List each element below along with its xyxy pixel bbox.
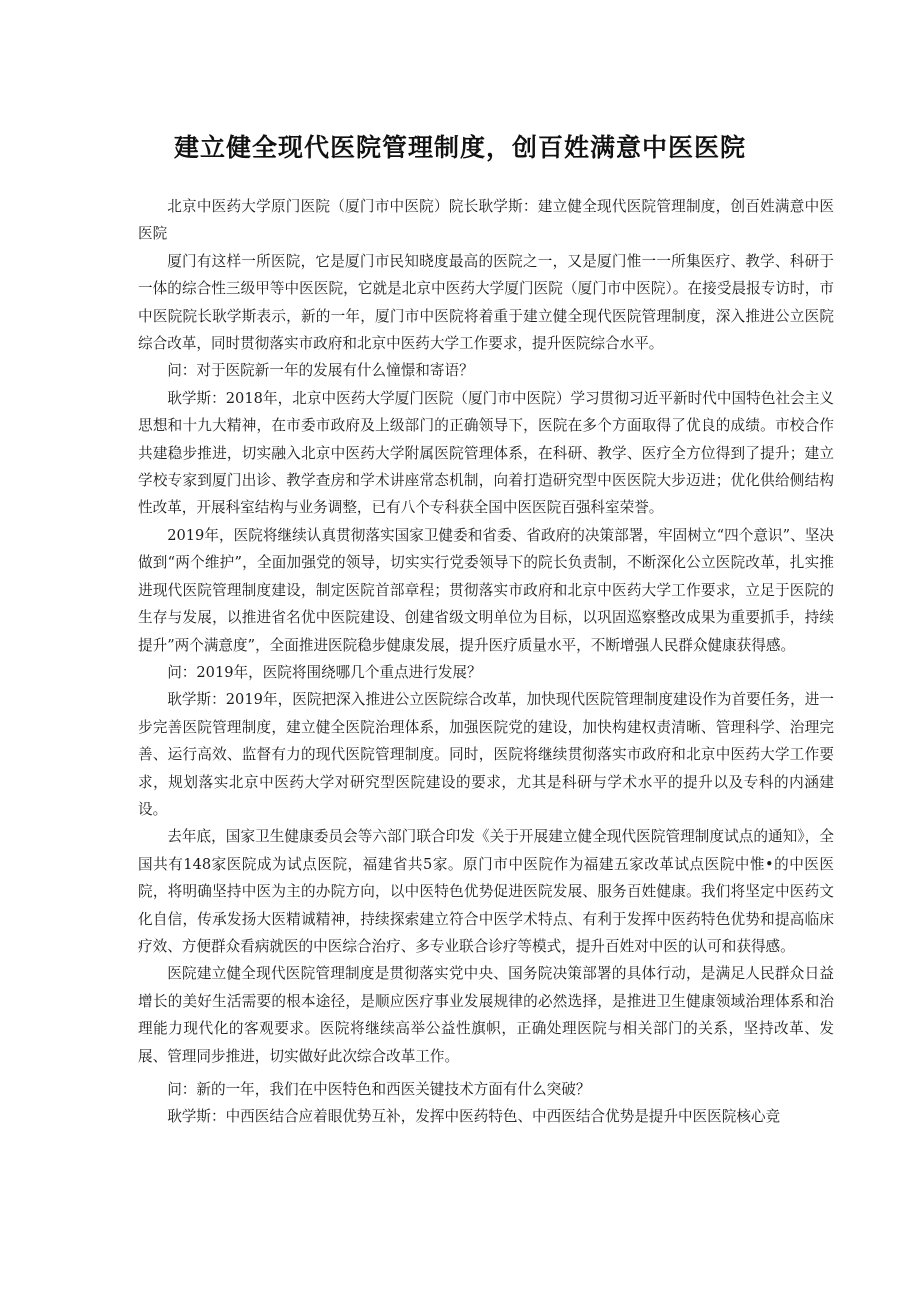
paragraph-answer-2: 耿学斯：2019年，医院把深入推进公立医院综合改革，加快现代医院管理制度建设作为首要任务，进一步完善医院管理制度，建立健全医院治理体系，加强医院党的建设，加快构建权责清晰、管理科学、治理完善、运行高效、监督有力的现代医院管理制度。同时，医院将继续贯彻落实市政府和北京中医药大学工作要求，规划落实北京中医药大学对研究型医院建设的要求，尤其是科研与学术水平的提升以及专科的内涵建设。 bbox=[138, 691, 834, 818]
paragraph-answer-1-cont: 2019年，医院将继续认真贯彻落实国家卫健委和省委、省政府的决策部署，牢固树立“四个意识”、坚决做到“两个维护”，全面加强党的领导，切实实行党委领导下的院长负责制，不断深化公立医院改革，扎实推进现代医院管理制度建设，制定医院首部章程；贯彻落实市政府和北京中医药大学工作要求，立足于医院的生存与发展，以推进省名优中医院建设、创建省级文明单位为目标，以巩固巡察整改成果为重要抓手，持续提升”两个满意度”，全面推进医院稳步健康发展，提升医疗质量水平，不断增强人民群众健康获得感。 bbox=[138, 526, 834, 654]
paragraph-answer-3: 耿学斯：中西医结合应着眼优势互补，发挥中医药特色、中西医结合优势是提升中医医院核心竞 bbox=[167, 1108, 781, 1126]
paragraph-answer-1: 耿学斯：2018年，北京中医药大学厦门医院（厦门市中医院）学习贯彻习近平新时代中国特色社会主义思想和十九大精神，在市委市政府及上级部门的正确领导下，医院在多个方面取得了优良的成绩。市校合作共建稳步推进，切实融入北京中医药大学附属医院管理体系，在科研、教学、医疗全方位得到了提升；建立学校专家到厦门出诊、教学查房和学术讲座常态机制，向着打造研究型中医医院大步迈进；优化供给侧结构性改革，开展科室结构与业务调整，已有八个专科获全国中医医院百强科室荣誉。 bbox=[138, 389, 834, 517]
paragraph-byline: 北京中医药大学原门医院（厦门市中医院）院长耿学斯：建立健全现代医院管理制度，创百姓满意中医医院 bbox=[138, 198, 834, 243]
paragraph-question-3: 问：新的一年，我们在中医特色和西医关键技术方面有什么突破？ bbox=[167, 1081, 591, 1098]
paragraph-answer-2-cont: 去年底，国家卫生健康委员会等六部门联合印发《关于开展建立健全现代医院管理制度试点的通知》，全国共有148家医院成为试点医院，福建省共5家。原门市中医院作为福建五家改革试点医院中惟•的中医医院，将明确坚持中医为主的办院方向，以中医特色优势促进医院发展、服务百姓健康。我们将坚定中医药文化自信，传承发扬大医精诚精神，持续探索建立符合中医学术特点、有利于发挥中医药特色优势和提高临床疗效、方便群众看病就医的中医综合治疗、多专业联合诊疗等模式，提升百姓对中医的认可和获得感。 bbox=[138, 828, 834, 955]
paragraph-question-1: 问：对于医院新一年的发展有什么憧憬和寄语？ bbox=[167, 362, 474, 380]
paragraph-answer-2-conclusion: 医院建立健全现代医院管理制度是贯彻落实党中央、国务院决策部署的具体行动，是满足人民群众日益增长的美好生活需要的根本途径，是顺应医疗事业发展规律的必然选择，是推进卫生健康领域治理体系和治理能力现代化的客观要求。医院将继续高举公益性旗帜，正确处理医院与相关部门的关系，坚持改革、发展、管理同步推进，切实做好此次综合改革工作。 bbox=[138, 965, 834, 1065]
document-title: 建立健全现代医院管理制度，创百姓满意中医医院 bbox=[173, 133, 746, 162]
paragraph-question-2: 问：2019年，医院将围绕哪几个重点进行发展？ bbox=[167, 663, 482, 681]
paragraph-intro: 厦门有这样一所医院，它是厦门市民知晓度最高的医院之一，又是厦门惟一一所集医疗、教学、科研于一体的综合性三级甲等中医医院，它就是北京中医药大学厦门医院（厦门市中医院）。在接受晨报专访时，市中医院院长耿学斯表示，新的一年，厦门市中医院将着重于建立健全现代医院管理制度，深入推进公立医院综合改革，同时贯彻落实市政府和北京中医药大学工作要求，提升医院综合水平。 bbox=[138, 252, 834, 353]
document-body bbox=[138, 193, 834, 1131]
